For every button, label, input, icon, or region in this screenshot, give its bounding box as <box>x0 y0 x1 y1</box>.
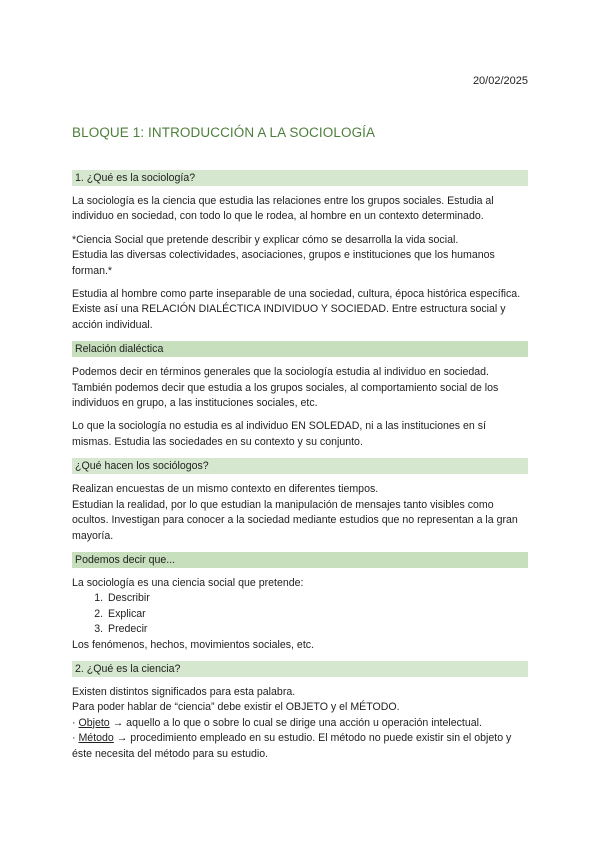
list-item: 3. Predecir <box>106 622 528 637</box>
paragraph: Lo que la sociología no estudia es al individuo EN SOLEDAD, ni a las instituciones en sí mismas. Estudia las sociedades en su contexto y su conjunto. <box>72 420 486 448</box>
paragraph: La sociología es una ciencia social que pretende: <box>72 576 304 589</box>
bullet-prefix: · <box>72 732 79 745</box>
term-metodo: Método <box>78 732 114 745</box>
paragraph: Podemos decir en términos generales que la sociología estudia al individuo en sociedad. También podemos decir que estudia a los grupos sociales, al comportamiento social de los individuos en grupo, a las instituciones sociales, etc. <box>72 366 499 410</box>
definition-metodo: → procedimiento empleado en su estudio. El método no puede existir sin el objeto y éste necesita del método para su estudio. <box>72 732 512 760</box>
paragraph-line: Estudian la realidad, por lo que estudian la manipulación de mensajes tanto visibles como ocultos. Investigan para conocer a la sociedad mediante estudios que no representan a la gran mayoría. <box>72 498 518 542</box>
list-item: 1. Describir <box>106 591 528 606</box>
numbered-list <box>72 591 528 637</box>
paragraph: La sociología es la ciencia que estudia las relaciones entre los grupos sociales. Estudia al individuo en sociedad, con todo lo que le rodea, al hombre en un contexto determinado. <box>72 195 494 223</box>
definition-objeto: → aquello a lo que o sobre lo cual se dirige una acción u operación intelectual. <box>109 716 482 729</box>
document-date: 20/02/2025 <box>472 75 528 87</box>
document-body <box>72 170 528 770</box>
paragraph: Estudia al hombre como parte inseparable de una sociedad, cultura, época histórica específica. Existe así una RELACIÓN DIALÉCTICA INDIVIDUO Y SOCIEDAD. Entre estructura social y acción individual. <box>72 288 521 331</box>
paragraph-line: *Ciencia Social que pretende describir y explicar cómo se desarrolla la vida social. <box>72 233 459 246</box>
term-objeto: Objeto <box>78 716 110 729</box>
section-heading-podemos-decir: Podemos decir que... <box>72 552 528 568</box>
section-heading-ciencia: 2. ¿Qué es la ciencia? <box>72 661 528 677</box>
paragraph <box>72 482 528 544</box>
section-heading-sociologia: 1. ¿Qué es la sociología? <box>72 170 528 186</box>
paragraph-line: Para poder hablar de “ciencia” debe existir el OBJETO y el MÉTODO. <box>72 701 400 714</box>
paragraph-line: Existen distintos significados para esta palabra. <box>72 685 296 698</box>
bullet-prefix: · <box>72 716 79 729</box>
section-heading-relacion-dialectica: Relación dialéctica <box>72 341 528 357</box>
section-heading-sociologos: ¿Qué hacen los sociólogos? <box>72 458 528 474</box>
list-item: 2. Explicar <box>106 607 528 622</box>
paragraph-line: Estudia las diversas colectividades, asociaciones, grupos e instituciones que los humanos forman.* <box>72 249 495 277</box>
paragraph-line: Realizan encuestas de un mismo contexto en diferentes tiempos. <box>72 483 379 496</box>
paragraph <box>72 233 528 279</box>
paragraph <box>72 685 528 762</box>
document-title: BLOQUE 1: INTRODUCCIÓN A LA SOCIOLOGÍA <box>72 125 376 140</box>
paragraph: Los fenómenos, hechos, movimientos sociales, etc. <box>72 638 315 651</box>
